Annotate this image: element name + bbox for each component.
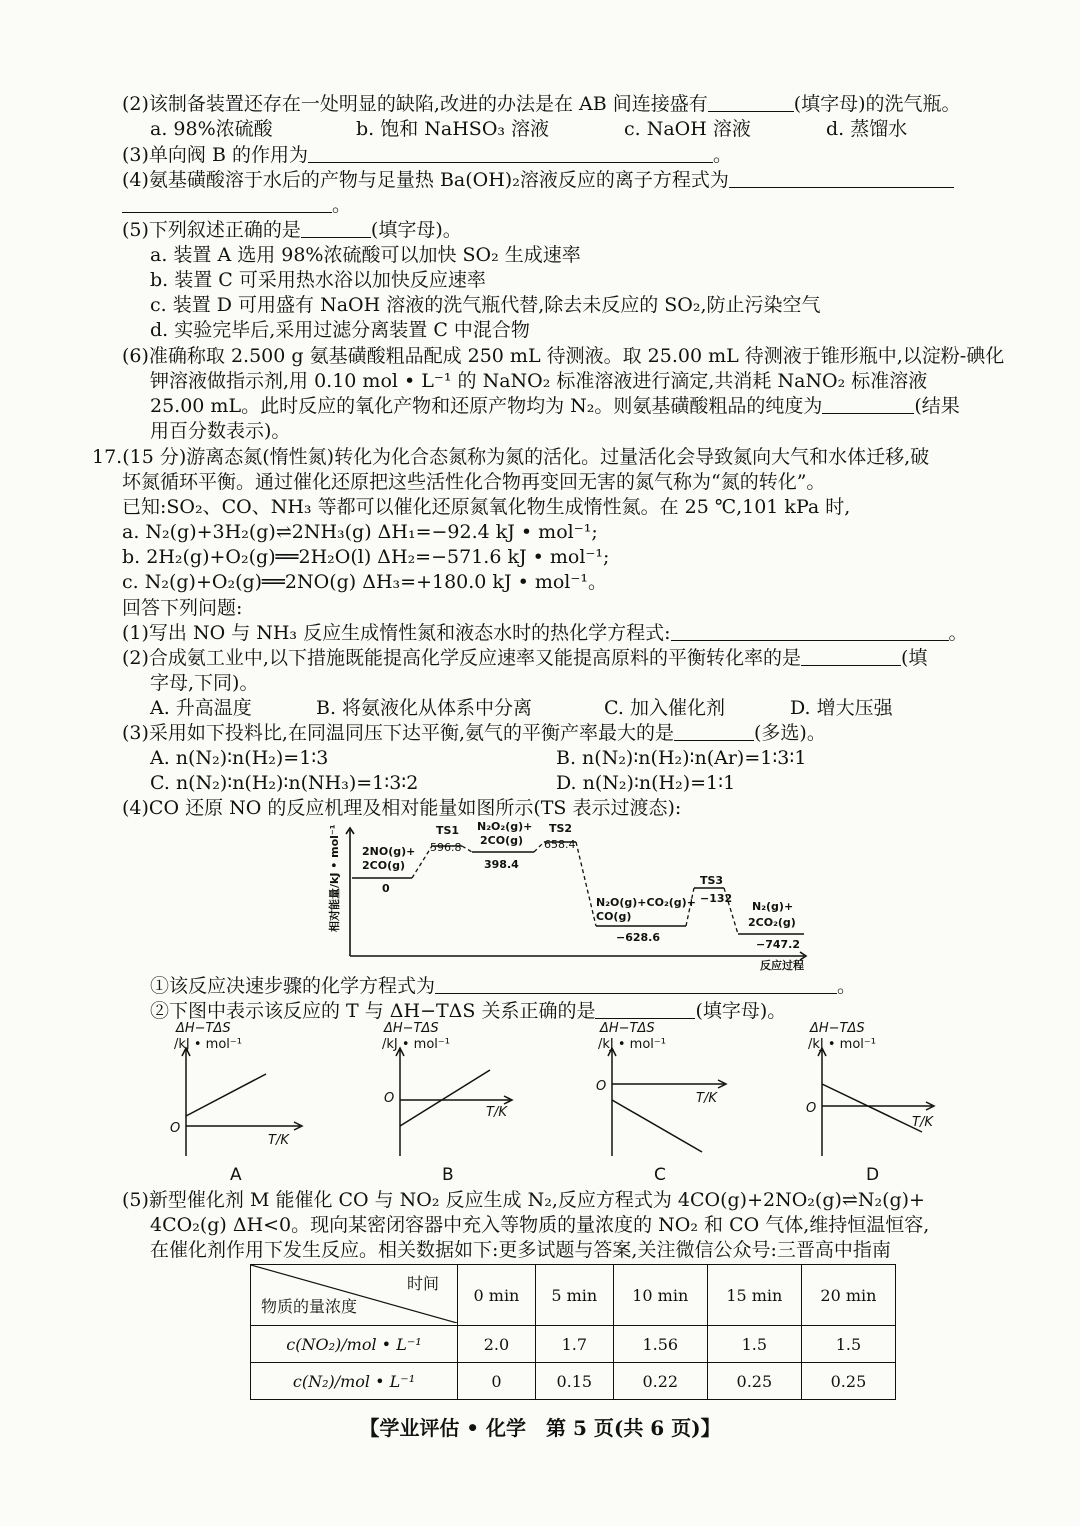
state-label: 2CO₂(g) [748, 916, 796, 929]
q17-part5-line1: (5)新型催化剂 M 能催化 CO 与 NO₂ 反应生成 N₂,反应方程式为 4CO(g)+2NO₂(g)⇌N₂(g)+ [122, 1189, 925, 1211]
q17-part2-option-d: D. 增大压强 [790, 697, 893, 719]
state-label: 2NO(g)+ [362, 845, 416, 858]
graph-ylabel: ΔH−TΔS [176, 1021, 231, 1036]
q16-part2-option-a: a. 98%浓硫酸 [150, 118, 273, 140]
q17-part4: (4)CO 还原 NO 的反应机理及相对能量如图所示(TS 表示过渡态): [122, 797, 682, 819]
column-header: 5 min [535, 1265, 613, 1326]
answer-blank[interactable] [595, 1000, 695, 1019]
diagram-ylabel: 相对能量/kJ • mol⁻¹ [328, 824, 341, 932]
q16-part2-option-d: d. 蒸馏水 [826, 118, 908, 140]
graph-option-a [166, 1020, 316, 1188]
column-header: 10 min [613, 1265, 707, 1326]
state-label: N₂O₂(g)+ [477, 822, 533, 833]
q16-part6-line3: 25.00 mL。此时反应的氧化产物和还原产物均为 N₂。则氨基磺酸粗品的纯度为 (结果 [150, 395, 960, 417]
graph-letter: C [654, 1165, 666, 1185]
graph-origin: O [170, 1121, 181, 1136]
state-label: CO(g) [596, 910, 632, 923]
graph-origin: O [806, 1101, 817, 1116]
q16-part2-option-b: b. 饱和 NaHSO₃ 溶液 [356, 118, 550, 140]
graph-letter: A [230, 1165, 242, 1185]
table-cell: 1.56 [613, 1326, 707, 1363]
table-cell: 1.5 [801, 1326, 895, 1363]
column-header: 15 min [707, 1265, 801, 1326]
q17-part4-question1: ①该反应决速步骤的化学方程式为 。 [150, 975, 857, 997]
q16-part3: (3)单向阀 B 的作用为 。 [122, 144, 732, 166]
q17-equation-c: c. N₂(g)+O₂(g)══2NO(g) ΔH₃=+180.0 kJ • mol⁻¹。 [122, 571, 608, 593]
answer-blank[interactable] [729, 169, 954, 188]
graph-ylabel: /kJ • mol⁻¹ [808, 1037, 876, 1052]
state-label: N₂(g)+ [752, 900, 794, 913]
table-corner-cell [251, 1265, 458, 1326]
q17-part3-option-c: C. n(N₂)∶n(H₂)∶n(NH₃)=1∶3∶2 [150, 772, 419, 794]
row-label: c(N₂)/mol • L⁻¹ [251, 1363, 458, 1400]
state-label: 2CO(g) [480, 834, 524, 847]
q17-part2-option-a: A. 升高温度 [150, 697, 252, 719]
table-row [251, 1326, 896, 1363]
graph-xlabel: T/K [268, 1133, 289, 1148]
q17-part3-option-a: A. n(N₂)∶n(H₂)=1∶3 [150, 747, 329, 769]
q17-part1: (1)写出 NO 与 NH₃ 反应生成惰性氮和液态水时的热化学方程式: 。 [122, 622, 968, 644]
q16-part5-option-a: a. 装置 A 选用 98%浓硫酸可以加快 SO₂ 生成速率 [150, 244, 581, 266]
q16-part2-option-c: c. NaOH 溶液 [624, 118, 751, 140]
state-label: TS1 [436, 824, 460, 837]
q16-part2: (2)该制备装置还存在一处明显的缺陷,改进的办法是在 AB 间连接盛有 (填字母)的洗气瓶。 [122, 93, 961, 115]
graph-letter: D [866, 1165, 880, 1185]
answer-blank[interactable] [308, 144, 713, 163]
table-cell: 0 [458, 1363, 536, 1400]
q17-part5-line2: 4CO₂(g) ΔH<0。现向某密闭容器中充入等物质的量浓度的 NO₂ 和 CO 气体,维持恒温恒容, [150, 1214, 930, 1236]
table-cell: 2.0 [458, 1326, 536, 1363]
state-value: 0 [382, 882, 390, 895]
graph-origin: O [384, 1091, 395, 1106]
q17-part2-option-c: C. 加入催化剂 [604, 697, 725, 719]
answer-blank[interactable] [122, 194, 332, 213]
corner-top-label: 时间 [406, 1274, 439, 1293]
graph-ylabel: /kJ • mol⁻¹ [174, 1037, 242, 1052]
state-value: −628.6 [616, 931, 661, 944]
q16-part6-line2: 钾溶液做指示剂,用 0.10 mol • L⁻¹ 的 NaNO₂ 标准溶液进行滴定,共消耗 NaNO₂ 标准溶液 [150, 370, 928, 392]
graph-xlabel: T/K [912, 1115, 933, 1130]
table-cell: 1.5 [707, 1326, 801, 1363]
q17-equation-a: a. N₂(g)+3H₂(g)⇌2NH₃(g) ΔH₁=−92.4 kJ • mol⁻¹; [122, 521, 598, 543]
graph-xlabel: T/K [696, 1091, 717, 1106]
state-label: TS2 [549, 822, 573, 835]
graph-origin: O [596, 1079, 607, 1094]
page-footer: 【学业评估 • 化学 第 5 页(共 6 页)】 [359, 1416, 721, 1440]
graph-option-c [592, 1020, 742, 1188]
state-value: −747.2 [756, 938, 801, 951]
column-header: 0 min [458, 1265, 536, 1326]
q17-part3-option-b: B. n(N₂)∶n(H₂)∶n(Ar)=1∶3∶1 [556, 747, 807, 769]
q17-known: 已知:SO₂、CO、NH₃ 等都可以催化还原氮氧化物生成惰性氮。在 25 ℃,101 kPa 时, [122, 496, 851, 518]
state-label: N₂O(g)+CO₂(g)+ [596, 896, 696, 909]
q17-equation-b: b. 2H₂(g)+O₂(g)══2H₂O(l) ΔH₂=−571.6 kJ • mol⁻¹; [122, 546, 610, 568]
q17-part2: (2)合成氨工业中,以下措施既能提高化学反应速率又能提高原料的平衡转化率的是 (填 [122, 647, 928, 669]
answer-blank[interactable] [301, 219, 371, 238]
q17-part3: (3)采用如下投料比,在同温同压下达平衡,氨气的平衡产率最大的是 (多选)。 [122, 722, 826, 744]
answer-blank[interactable] [801, 647, 901, 666]
graph-xlabel: T/K [486, 1105, 507, 1120]
row-label: c(NO₂)/mol • L⁻¹ [251, 1326, 458, 1363]
column-header: 20 min [801, 1265, 895, 1326]
table-header-row [251, 1265, 896, 1326]
q17-intro-line1: 17.(15 分)游离态氮(惰性氮)转化为化合态氮称为氮的活化。过量活化会导致氮向大气和水体迁移,破 [92, 446, 930, 468]
state-value: 398.4 [484, 858, 519, 871]
q16-part6-line1: (6)准确称取 2.500 g 氨基磺酸粗品配成 250 mL 待测液。取 25.00 mL 待测液于锥形瓶中,以淀粉-碘化 [122, 345, 1005, 367]
q17-intro-line2: 坏氮循环平衡。通过催化还原把这些活性化合物再变回无害的氮气称为“氮的转化”。 [122, 471, 826, 493]
table-cell: 1.7 [535, 1326, 613, 1363]
state-value: 658.4 [544, 838, 576, 851]
q16-part6-line4: 用百分数表示)。 [150, 420, 291, 442]
q17-part4-question2: ②下图中表示该反应的 T 与 ΔH−TΔS 关系正确的是 (填字母)。 [150, 1000, 787, 1022]
answer-blank[interactable] [708, 93, 794, 112]
graph-ylabel: ΔH−TΔS [384, 1021, 439, 1036]
q16-part5-option-c: c. 装置 D 可用盛有 NaOH 溶液的洗气瓶代替,除去未反应的 SO₂,防止污染空气 [150, 294, 821, 316]
answer-blank[interactable] [674, 722, 754, 741]
state-label: 2CO(g) [362, 859, 406, 872]
state-label: TS3 [700, 874, 724, 887]
graph-option-d [802, 1020, 952, 1188]
table-cell: 0.22 [613, 1363, 707, 1400]
graph-ylabel: ΔH−TΔS [810, 1021, 865, 1036]
graph-ylabel: /kJ • mol⁻¹ [598, 1037, 666, 1052]
energy-profile-diagram [320, 822, 830, 974]
q17-part3-option-d: D. n(N₂)∶n(H₂)=1∶1 [556, 772, 736, 794]
q16-part4: (4)氨基磺酸溶于水后的产物与足量热 Ba(OH)₂溶液反应的离子方程式为 [122, 168, 954, 192]
q17-answer-prompt: 回答下列问题: [122, 597, 243, 619]
table-cell: 0.15 [535, 1363, 613, 1400]
q16-part4-continued: 。 [122, 193, 351, 217]
corner-bottom-label: 物质的量浓度 [261, 1297, 358, 1316]
q16-part5-option-b: b. 装置 C 可采用热水浴以加快反应速率 [150, 269, 486, 291]
answer-blank[interactable] [671, 622, 949, 641]
q17-part2-option-b: B. 将氨液化从体系中分离 [316, 697, 533, 719]
q16-part5-option-d: d. 实验完毕后,采用过滤分离装置 C 中混合物 [150, 319, 530, 341]
graph-letter: B [442, 1165, 454, 1185]
state-value: 596.8 [430, 841, 462, 854]
q17-part2-line2: 字母,下同)。 [150, 672, 259, 694]
graph-option-b [378, 1020, 528, 1188]
table-row [251, 1363, 896, 1400]
diagram-xlabel: 反应过程 [760, 959, 804, 972]
state-value: −132 [700, 892, 733, 905]
table-cell: 0.25 [801, 1363, 895, 1400]
q16-part5: (5)下列叙述正确的是 (填字母)。 [122, 219, 462, 241]
concentration-table [250, 1264, 896, 1400]
answer-blank[interactable] [822, 395, 914, 414]
table-cell: 0.25 [707, 1363, 801, 1400]
q17-part5-line3: 在催化剂作用下发生反应。相关数据如下:更多试题与答案,关注微信公众号:三晋高中指南 [150, 1239, 891, 1261]
answer-blank[interactable] [435, 975, 837, 994]
graph-ylabel: /kJ • mol⁻¹ [382, 1037, 450, 1052]
graph-ylabel: ΔH−TΔS [600, 1021, 655, 1036]
